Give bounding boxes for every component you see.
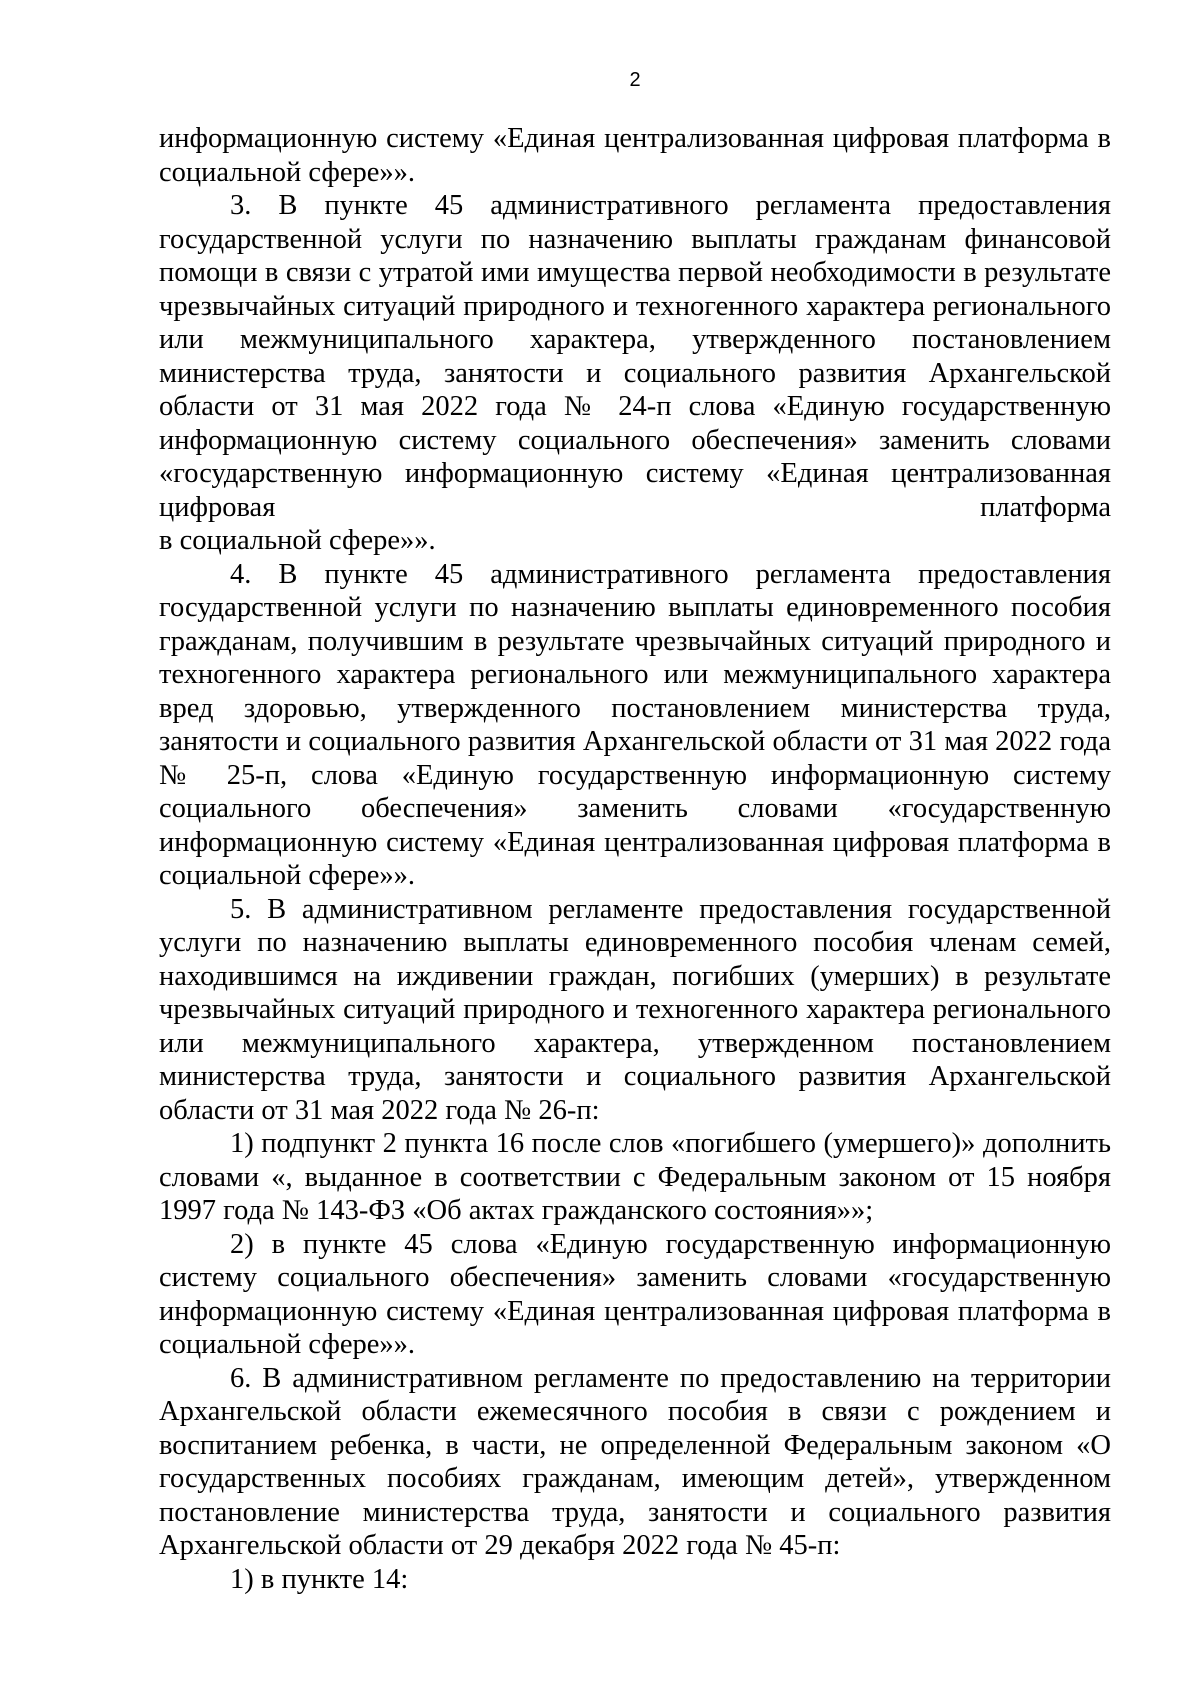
paragraph-item-5-2: 2) в пункте 45 слова «Единую государственную информационную систему социального обеспечения» заменить словами «государственную информационную систему «Единая централизованная цифровая платформа в социальной сфере»». [159, 1228, 1111, 1360]
paragraph-item-6: 6. В административном регламенте по предоставлению на территории Архангельской области ежемесячного пособия в связи с рождением и воспитанием ребенка, в части, не определенной Федеральным законом «О государственных пособиях гражданам, имеющим детей», утвержденном постановление министерства труда, занятости и социального развития Архангельской области от 29 декабря 2022 года № 45-п: [159, 1362, 1111, 1561]
paragraph-item-5-1: 1) подпункт 2 пункта 16 после слов «погибшего (умершего)» дополнить словами «, выданное в соответствии с Федеральным законом от 15 ноября 1997 года № 143-ФЗ «Об актах гражданского состояния»»; [159, 1128, 1111, 1226]
paragraph-item-3-end: в социальной сфере»». [159, 525, 436, 556]
paragraph-continuation: информационную систему «Единая централизованная цифровая платформа в социальной сфере»». [159, 123, 1111, 188]
document-body [159, 122, 1111, 1596]
paragraph-item-3: 3. В пункте 45 административного регламента предоставления государственной услуги по назначению выплаты гражданам финансовой помощи в связи с утратой ими имущества первой необходимости в результате чрезвычайных ситуаций природного и техногенного характера регионального или межмуниципального характера, утвержденного постановлением министерства труда, занятости и социального развития Архангельской области от 31 мая 2022 года № 24-п слова «Единую государственную информационную систему социального обеспечения» заменить словами «государственную информационную систему «Единая централизованная цифровая платформа [159, 190, 1111, 523]
page-number: 2 [629, 69, 641, 91]
paragraph-item-6-1: 1) в пункте 14: [230, 1563, 409, 1595]
paragraph-item-5: 5. В административном регламенте предоставления государственной услуги по назначению выплаты единовременного пособия членам семей, находившимся на иждивении граждан, погибших (умерших) в результате чрезвычайных ситуаций природного и техногенного характера регионального или межмуниципального характера, утвержденном постановлением министерства труда, занятости и социального развития Архангельской области от 31 мая 2022 года № 26-п: [159, 893, 1111, 1126]
paragraph-item-4: 4. В пункте 45 административного регламента предоставления государственной услуги по назначению выплаты единовременного пособия гражданам, получившим в результате чрезвычайных ситуаций природного и техногенного характера регионального или межмуниципального характера вред здоровью, утвержденного постановлением министерства труда, занятости и социального развития Архангельской области от 31 мая 2022 года № 25-п, слова «Единую государственную информационную систему социального обеспечения» заменить словами «государственную информационную систему «Единая централизованная цифровая платформа в социальной сфере»». [159, 558, 1111, 891]
